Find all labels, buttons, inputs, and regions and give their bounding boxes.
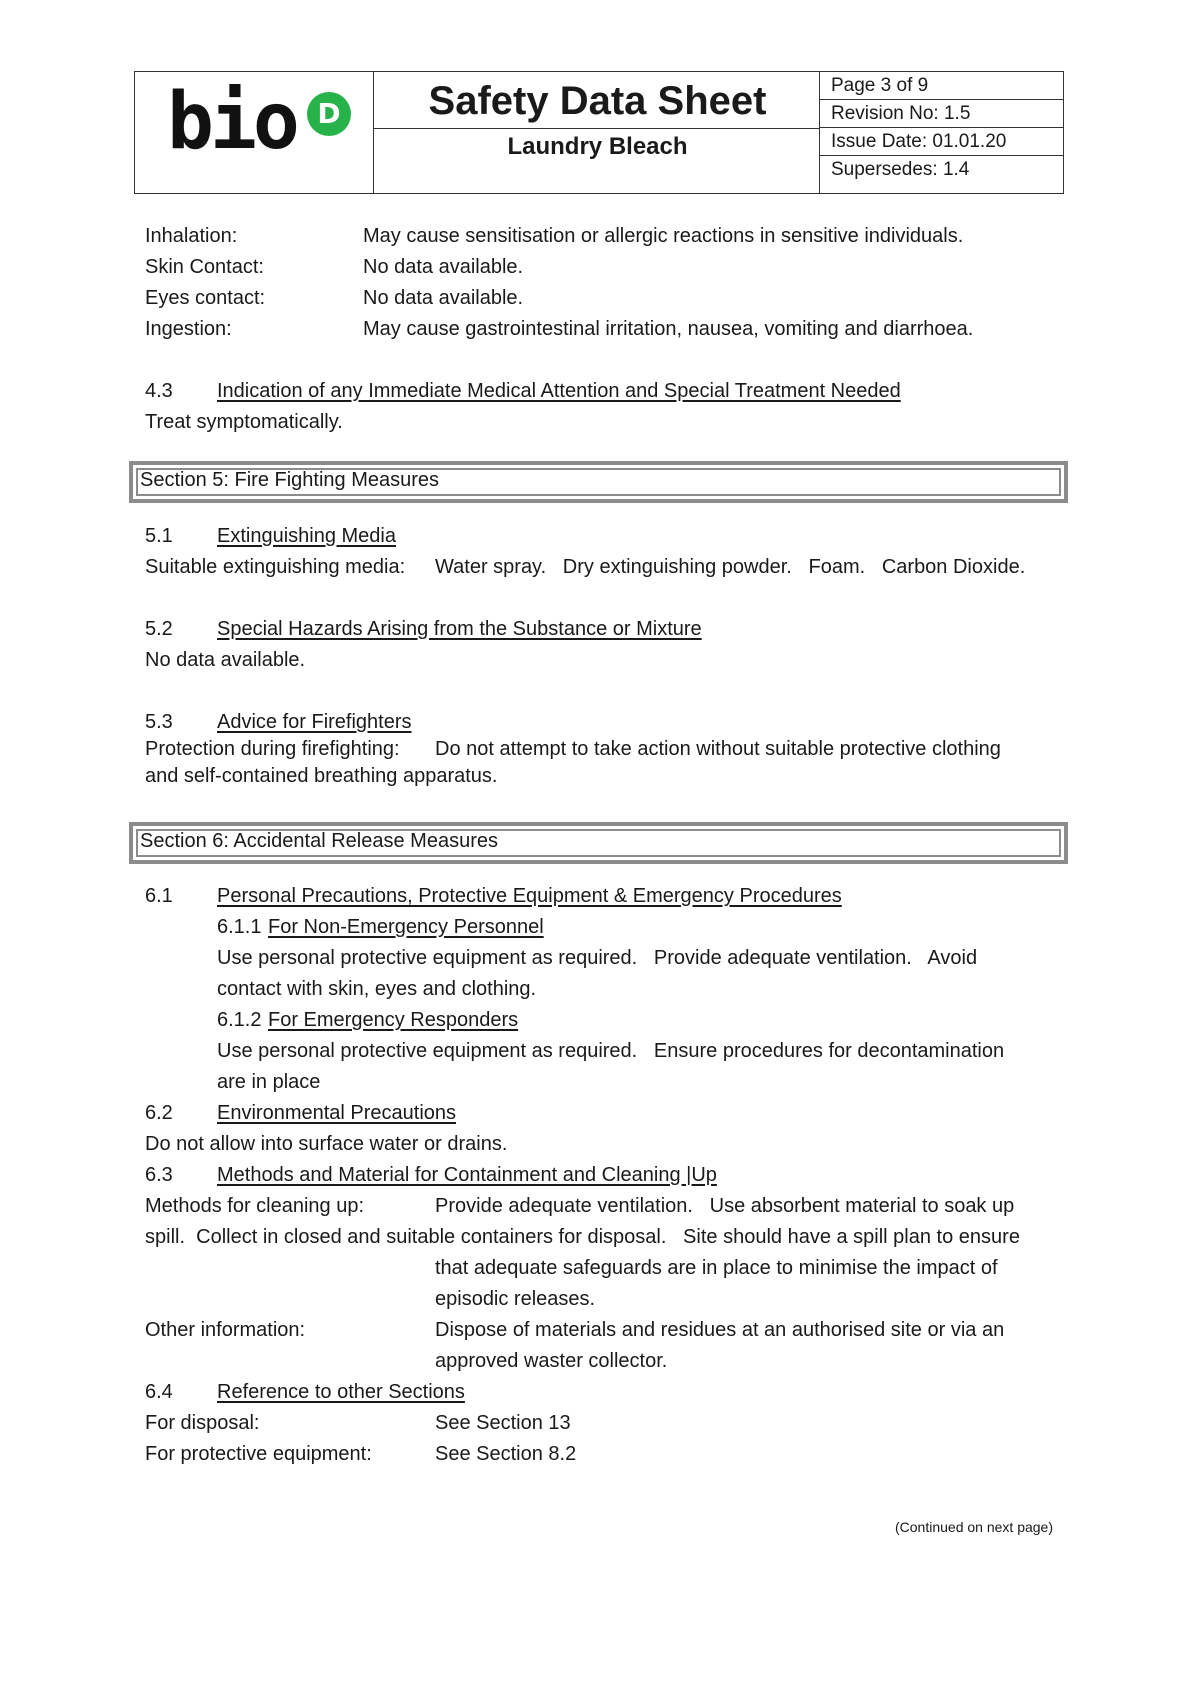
subsection-title: Environmental Precautions [217,1102,457,1124]
paragraph: Use personal protective equipment as required. Ensure procedures for decontamination [217,1040,1005,1062]
header-divider [819,127,1063,128]
revision-number: Revision No: 1.5 [831,103,971,124]
subsection-number: 6.1 [145,885,173,907]
paragraph: contact with skin, eyes and clothing. [217,978,537,1000]
product-name: Laundry Bleach [507,133,688,160]
header-divider [819,99,1063,100]
sub-subsection-title: For Emergency Responders [268,1009,519,1031]
paragraph: Use personal protective equipment as required. Provide adequate ventilation. Avoid [217,947,978,969]
field-value: Do not attempt to take action without suitable protective clothing [435,738,1001,760]
section-title: Section 6: Accidental Release Measures [140,830,498,852]
document-header [134,71,1064,194]
biod-logo [135,72,375,192]
subsection-number: 5.2 [145,618,173,640]
field-value: See Section 8.2 [435,1443,577,1465]
issue-date: Issue Date: 01.01.20 [831,131,1007,152]
subsection-title: Advice for Firefighters [217,711,412,733]
field-label: Protection during firefighting: [145,738,400,760]
header-divider [819,155,1063,156]
effect-value: May cause sensitisation or allergic reactions in sensitive individuals. [363,225,964,247]
subsection-number: 6.3 [145,1164,173,1186]
effect-label: Inhalation: [145,225,238,247]
subsection-number: 5.3 [145,711,173,733]
header-divider [373,128,819,129]
subsection-number: 4.3 [145,380,173,402]
effect-label: Ingestion: [145,318,232,340]
effect-value: No data available. [363,256,524,278]
supersedes: Supersedes: 1.4 [831,159,970,180]
field-value: Dispose of materials and residues at an authorised site or via an [435,1319,1005,1341]
paragraph: Do not allow into surface water or drains. [145,1133,508,1155]
field-label: Other information: [145,1319,306,1341]
logo-badge: D [307,92,351,136]
document-title: Safety Data Sheet [428,79,767,123]
paragraph: No data available. [145,649,306,671]
subsection-number: 5.1 [145,525,173,547]
sub-subsection-title: For Non-Emergency Personnel [268,916,544,938]
field-value: See Section 13 [435,1412,571,1434]
sub-subsection-number: 6.1.1 [217,916,262,938]
field-value: Water spray. Dry extinguishing powder. Foam. Carbon Dioxide. [435,556,1026,578]
subsection-number: 6.4 [145,1381,173,1403]
paragraph: Treat symptomatically. [145,411,343,433]
effect-value: May cause gastrointestinal irritation, nausea, vomiting and diarrhoea. [363,318,974,340]
section-header-5 [129,461,1068,503]
subsection-title: Extinguishing Media [217,525,396,547]
paragraph: are in place [217,1071,321,1093]
subsection-title: Methods and Material for Containment and Cleaning |Up [217,1164,717,1186]
logo-wordmark: bio [167,77,296,167]
field-value-continued: spill. Collect in closed and suitable containers for disposal. Site should have a spill plan to ensure [145,1226,1020,1248]
effect-label: Eyes contact: [145,287,266,309]
subsection-title: Special Hazards Arising from the Substance or Mixture [217,618,702,640]
field-value-continued: approved waster collector. [435,1350,668,1372]
field-value-continued: and self-contained breathing apparatus. [145,765,498,787]
field-label: For disposal: [145,1412,260,1434]
field-value: Provide adequate ventilation. Use absorbent material to soak up [435,1195,1015,1217]
field-value-continued: that adequate safeguards are in place to minimise the impact of [435,1257,998,1279]
continued-note: (Continued on next page) [895,1519,1053,1535]
section-header-6 [129,822,1068,864]
subsection-title: Personal Precautions, Protective Equipment & Emergency Procedures [217,885,842,907]
field-label: For protective equipment: [145,1443,372,1465]
subsection-number: 6.2 [145,1102,173,1124]
page-number: Page 3 of 9 [831,75,929,96]
field-label: Suitable extinguishing media: [145,556,406,578]
field-label: Methods for cleaning up: [145,1195,365,1217]
section-title: Section 5: Fire Fighting Measures [140,469,440,491]
sub-subsection-number: 6.1.2 [217,1009,262,1031]
subsection-title: Reference to other Sections [217,1381,465,1403]
field-value-continued: episodic releases. [435,1288,596,1310]
effect-value: No data available. [363,287,524,309]
effect-label: Skin Contact: [145,256,264,278]
subsection-title: Indication of any Immediate Medical Attention and Special Treatment Needed [217,380,901,402]
